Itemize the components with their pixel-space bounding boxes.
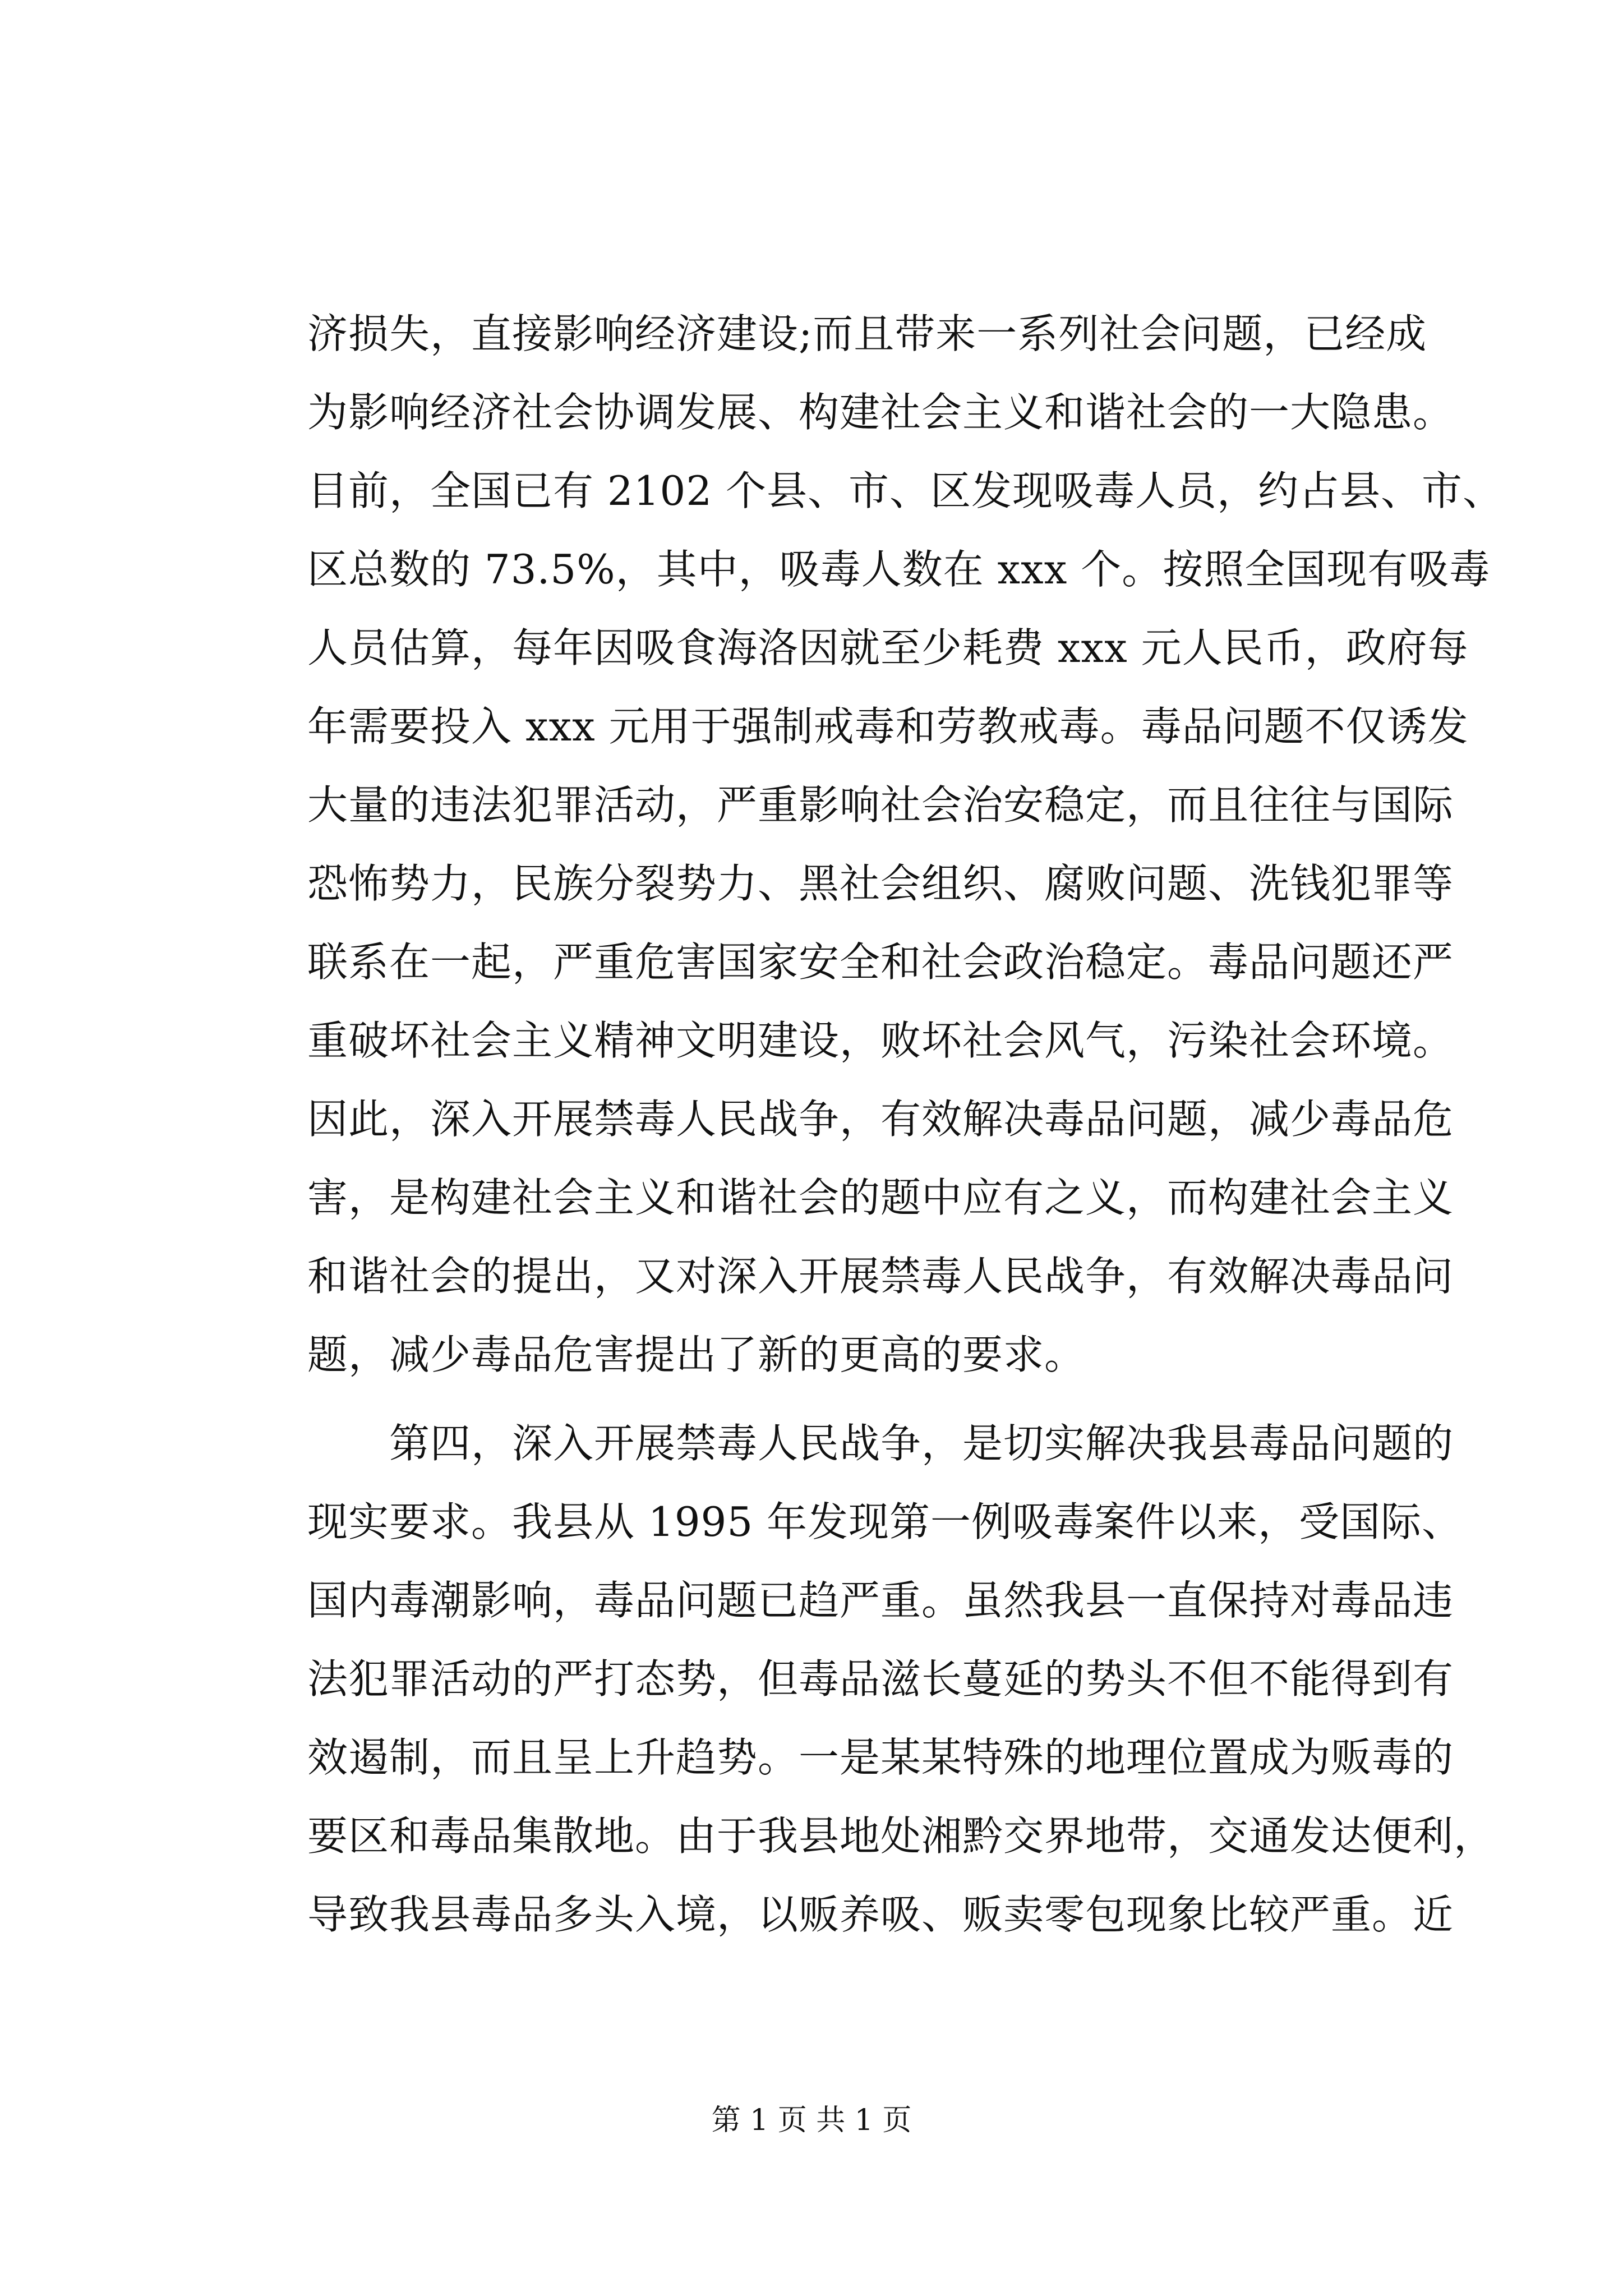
text-line: 害，是构建社会主义和谐社会的题中应有之义，而构建社会主义 (307, 1174, 1454, 1221)
text-line: 因此，深入开展禁毒人民战争，有效解决毒品问题，减少毒品危 (307, 1096, 1454, 1143)
paragraph-1 (307, 295, 1504, 1394)
text-line: 重破坏社会主义精神文明建设，败坏社会风气，污染社会环境。 (307, 1017, 1454, 1064)
text-line: 人员估算，每年因吸食海洛因就至少耗费 xxx 元人民币，政府每 (307, 624, 1469, 671)
paragraph-2 (307, 1404, 1495, 1954)
text-line: 要区和毒品集散地。由于我县地处湘黔交界地带，交通发达便利， (307, 1812, 1495, 1860)
text-line: 济损失，直接影响经济建设;而且带来一系列社会问题，已经成 (307, 310, 1427, 357)
text-line: 联系在一起，严重危害国家安全和社会政治稳定。毒品问题还严 (307, 938, 1454, 986)
text-line: 大量的违法犯罪活动，严重影响社会治安稳定，而且往往与国际 (307, 781, 1454, 829)
text-line: 为影响经济社会协调发展、构建社会主义和谐社会的一大隐患。 (307, 389, 1454, 436)
text-line: 恐怖势力，民族分裂势力、黑社会组织、腐败问题、洗钱犯罪等 (307, 860, 1454, 907)
document-body (307, 295, 1504, 1954)
text-line: 现实要求。我县从 1995 年发现第一例吸毒案件以来，受国际、 (307, 1498, 1463, 1545)
page-number: 第 1 页 共 1 页 (711, 2104, 912, 2137)
text-line: 导致我县毒品多头入境，以贩养吸、贩卖零包现象比较严重。近 (307, 1891, 1454, 1938)
text-line: 国内毒潮影响，毒品问题已趋严重。虽然我县一直保持对毒品违 (307, 1577, 1454, 1624)
text-line: 目前，全国已有 2102 个县、市、区发现吸毒人员，约占县、市、 (307, 467, 1504, 514)
text-line: 区总数的 73.5%，其中，吸毒人数在 xxx 个。按照全国现有吸毒 (307, 546, 1491, 593)
text-line: 效遏制，而且呈上升趋势。一是某某特殊的地理位置成为贩毒的 (307, 1734, 1454, 1781)
text-line: 题，减少毒品危害提出了新的更高的要求。 (307, 1331, 1086, 1378)
page-footer (0, 2101, 1623, 2140)
text-line: 和谐社会的提出，又对深入开展禁毒人民战争，有效解决毒品问 (307, 1253, 1454, 1300)
text-line: 年需要投入 xxx 元用于强制戒毒和劳教戒毒。毒品问题不仅诱发 (307, 703, 1469, 750)
text-line: 法犯罪活动的严打态势，但毒品滋长蔓延的势头不但不能得到有 (307, 1655, 1454, 1703)
text-line: 第四，深入开展禁毒人民战争，是切实解决我县毒品问题的 (307, 1420, 1454, 1467)
